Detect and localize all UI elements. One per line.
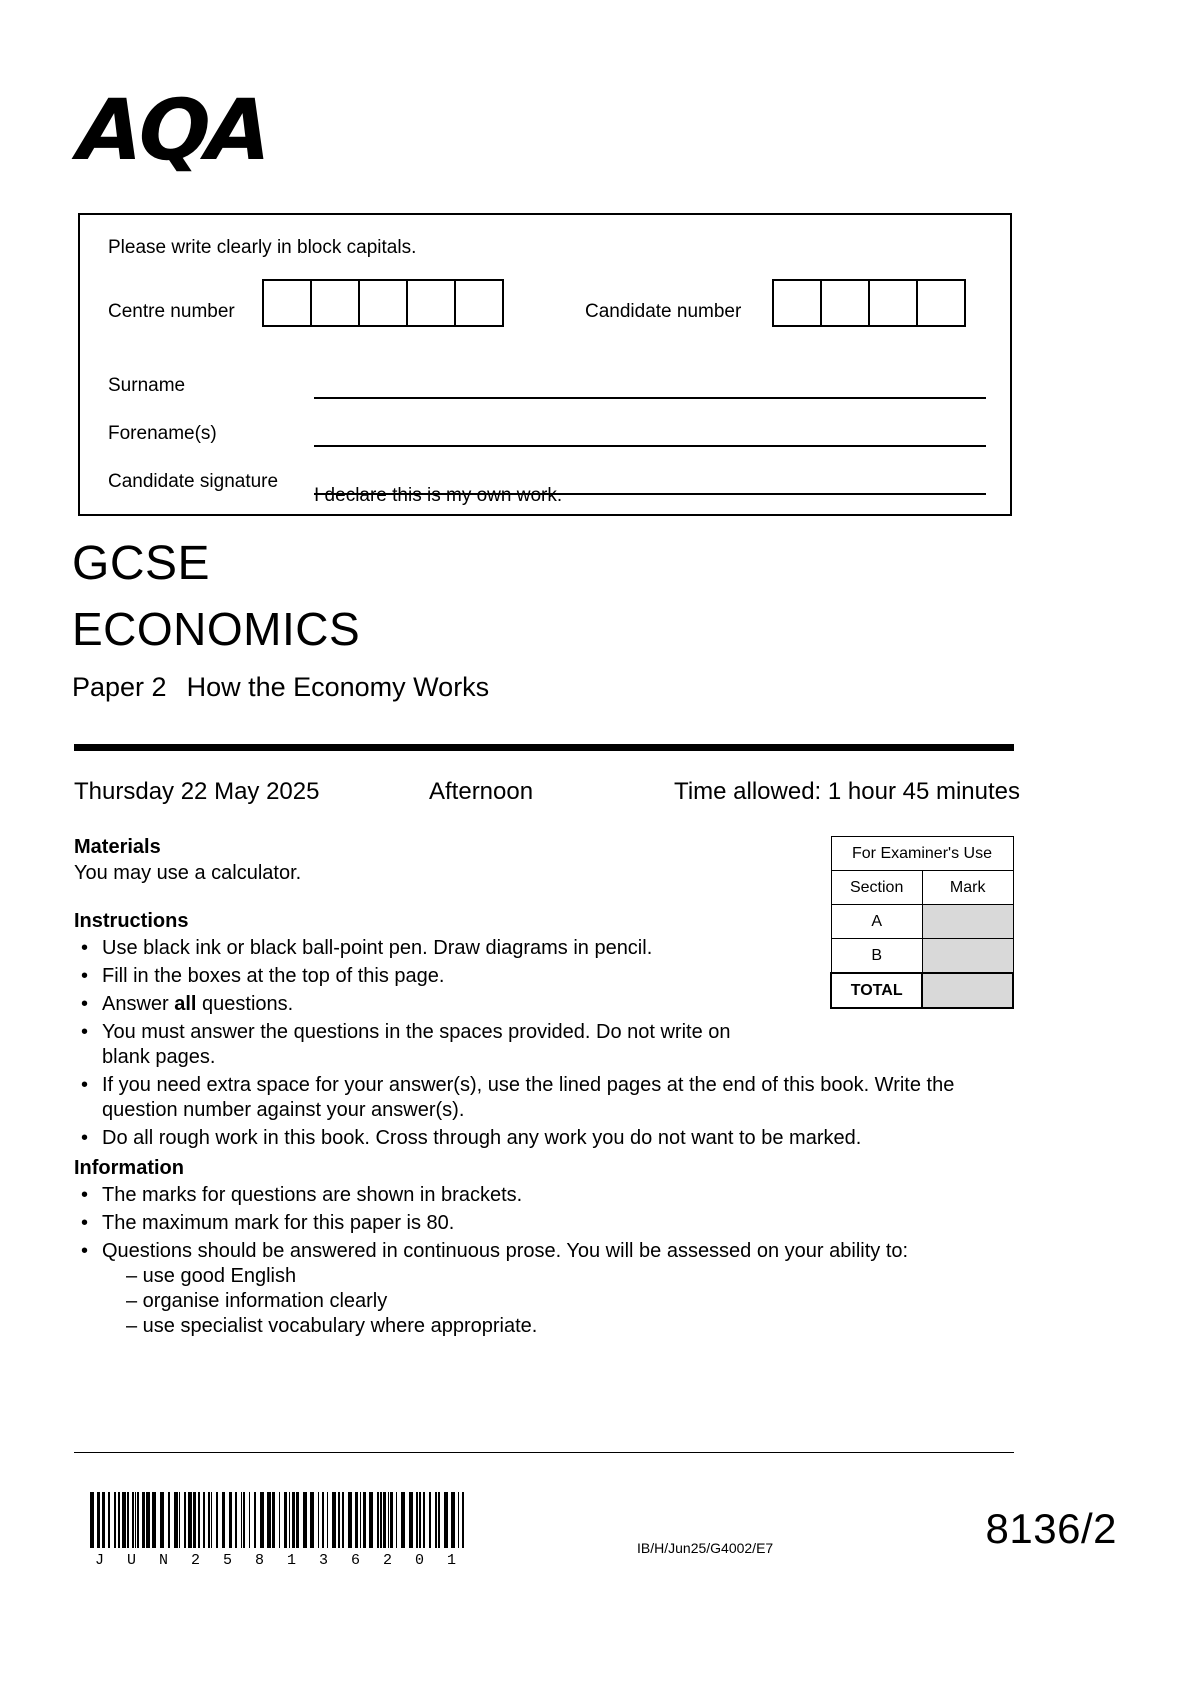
forename-field[interactable] — [314, 445, 986, 447]
information-subitem: – organise information clearly — [126, 1290, 388, 1312]
centre-number-cell[interactable] — [262, 279, 312, 327]
table-row — [831, 837, 1013, 871]
examiner-mark-a[interactable] — [922, 905, 1013, 939]
subject-title: ECONOMICS — [72, 603, 361, 655]
candidate-number-cell[interactable] — [916, 279, 966, 327]
answer-all-bold: all — [174, 993, 197, 1015]
examiner-total-mark[interactable] — [922, 973, 1013, 1008]
information-item — [102, 1239, 1032, 1339]
block-capitals-instruction: Please write clearly in block capitals. — [108, 237, 417, 258]
answer-all-pre: Answer — [102, 993, 175, 1015]
examiner-mark-b[interactable] — [922, 939, 1013, 974]
centre-number-cell[interactable] — [310, 279, 360, 327]
centre-number-label: Centre number — [108, 301, 235, 322]
surname-label: Surname — [108, 375, 186, 396]
examiner-col-mark: Mark — [922, 871, 1013, 905]
table-row — [831, 973, 1013, 1008]
aqa-logo: AQA — [76, 81, 270, 179]
forename-label: Forename(s) — [108, 423, 217, 444]
examiner-use-table — [830, 836, 1014, 1009]
exam-session: Afternoon — [429, 778, 534, 805]
instruction-item-line1: You must answer the questions in the spaces provided. Do not write on — [102, 1021, 731, 1043]
exam-time-allowed: Time allowed: 1 hour 45 minutes — [674, 778, 1020, 805]
instruction-item: • Use black ink or black ball-point pen. Draw diagrams in pencil. — [102, 936, 1032, 961]
table-row — [831, 905, 1013, 939]
barcode-digits: J U N 2 5 8 1 3 6 2 0 1 — [95, 1552, 464, 1569]
centre-number-cell[interactable] — [454, 279, 504, 327]
candidate-number-cell[interactable] — [868, 279, 918, 327]
examiner-total-label: TOTAL — [831, 973, 922, 1008]
information-subitem: – use specialist vocabulary where appropriate. — [126, 1315, 538, 1337]
candidate-number-input[interactable] — [772, 279, 966, 327]
exam-date: Thursday 22 May 2025 — [74, 778, 320, 805]
table-row — [831, 871, 1013, 905]
materials-text: You may use a calculator. — [74, 862, 302, 884]
instruction-item: • Do all rough work in this book. Cross through any work you do not want to be marked. — [102, 1126, 1032, 1151]
ib-reference-code: IB/H/Jun25/G4002/E7 — [637, 1540, 774, 1556]
information-heading: Information — [74, 1157, 184, 1179]
centre-number-cell[interactable] — [406, 279, 456, 327]
table-row — [831, 939, 1013, 974]
instruction-item-line2: blank pages. — [102, 1046, 216, 1068]
information-list — [74, 1183, 1032, 1342]
barcode — [90, 1492, 470, 1554]
instruction-item-line1: If you need extra space for your answer(s), use the lined pages at the end of this book. Write the — [102, 1074, 955, 1096]
candidate-number-cell[interactable] — [772, 279, 822, 327]
information-item-text: Questions should be answered in continuous prose. You will be assessed on your ability to: — [102, 1240, 909, 1262]
paper-name: How the Economy Works — [186, 672, 490, 702]
paper-number: Paper 2 — [72, 672, 167, 702]
instruction-item: • Fill in the boxes at the top of this page. — [102, 964, 1032, 989]
information-item: • The maximum mark for this paper is 80. — [102, 1211, 1032, 1236]
paper-code: 8136/2 — [985, 1505, 1117, 1552]
candidate-details-box — [78, 213, 1012, 516]
candidate-signature-label: Candidate signature — [108, 471, 279, 492]
qualification-title: GCSE — [72, 537, 211, 590]
paper-title — [72, 672, 489, 703]
candidate-number-label: Candidate number — [585, 301, 742, 322]
declaration-text: I declare this is my own work. — [314, 485, 563, 506]
candidate-number-cell[interactable] — [820, 279, 870, 327]
answer-all-post: questions. — [196, 993, 294, 1015]
footer-divider — [74, 1452, 1014, 1453]
surname-field[interactable] — [314, 397, 986, 399]
examiner-title: For Examiner's Use — [831, 837, 1013, 871]
instruction-item-line2: question number against your answer(s). — [102, 1099, 465, 1121]
examiner-section-b: B — [831, 939, 922, 974]
materials-heading: Materials — [74, 836, 161, 858]
instruction-item — [102, 1020, 1032, 1070]
information-subitem: – use good English — [126, 1265, 297, 1287]
examiner-col-section: Section — [831, 871, 922, 905]
instructions-heading: Instructions — [74, 910, 189, 932]
centre-number-cell[interactable] — [358, 279, 408, 327]
header-divider — [74, 744, 1014, 751]
centre-number-input[interactable] — [262, 279, 504, 327]
information-item: • The marks for questions are shown in brackets. — [102, 1183, 1032, 1208]
instruction-item — [102, 1073, 1032, 1123]
examiner-section-a: A — [831, 905, 922, 939]
